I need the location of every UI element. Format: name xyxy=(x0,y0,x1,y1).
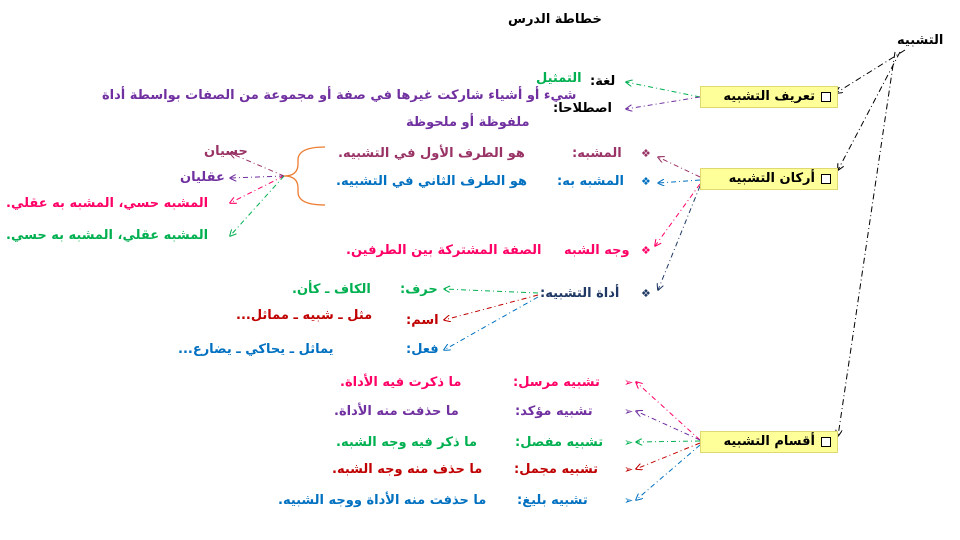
wajh-value: الصفة المشتركة بين الطرفين. xyxy=(346,243,542,258)
mushabbah-value: هو الطرف الأول في التشبيه. xyxy=(338,146,525,161)
link-adat-harf xyxy=(444,289,538,293)
type-2: عقليان xyxy=(180,170,225,185)
link-divisions-mufassal xyxy=(636,441,700,442)
lugha-label: لغة: xyxy=(590,74,616,89)
arrow-bullet-icon: ➢ xyxy=(624,463,634,476)
division-1-value: ما ذكرت فيه الأداة. xyxy=(340,375,462,390)
diagram-title: خطاطة الدرس xyxy=(508,12,602,27)
mushabbah-label: المشبه: xyxy=(572,146,622,161)
link-pillars-adat xyxy=(658,186,700,290)
diamond-bullet-icon: ❖ xyxy=(641,244,651,257)
divisions-node xyxy=(700,431,838,453)
link-brace-type3 xyxy=(230,176,284,203)
arrow-bullet-icon: ➢ xyxy=(624,494,634,507)
definition-node-label: تعريف التشبيه xyxy=(723,89,815,104)
root-label: التشبيه xyxy=(897,33,944,48)
link-adat-ism xyxy=(444,295,538,320)
adat-harf-value: الكاف ـ كأن. xyxy=(292,282,371,297)
adat-fil-value: يماثل ـ يحاكي ـ يضارع... xyxy=(178,342,334,357)
link-root-divisions xyxy=(838,52,895,436)
arrow-bullet-icon: ➢ xyxy=(624,376,634,389)
diamond-bullet-icon: ❖ xyxy=(641,147,651,160)
link-root-pillars xyxy=(838,52,900,170)
link-divisions-mursal xyxy=(636,382,700,440)
divisions-node-label: أقسام التشبيه xyxy=(723,434,815,449)
diamond-bullet-icon: ❖ xyxy=(641,287,651,300)
adat-ism-label: اسم: xyxy=(406,313,439,328)
checkbox-icon xyxy=(821,92,831,102)
arrow-bullet-icon: ➢ xyxy=(624,405,634,418)
link-divisions-muakkad xyxy=(636,411,700,440)
adat-label: أداة التشبيه: xyxy=(540,286,620,301)
lugha-value: التمثيل xyxy=(536,71,582,86)
division-5-label: تشبيه بليغ: xyxy=(517,493,588,508)
division-3-value: ما ذكر فيه وجه الشبه. xyxy=(336,435,478,450)
adat-ism-value: مثل ـ شبيه ـ مماثل... xyxy=(236,308,373,323)
link-brace-type2 xyxy=(230,176,284,178)
definition-node xyxy=(700,86,838,108)
type-1: حسيان xyxy=(204,144,248,159)
link-pillars-wajh xyxy=(655,184,700,246)
diamond-bullet-icon: ❖ xyxy=(641,175,651,188)
type-3: المشبه حسي، المشبه به عقلي. xyxy=(6,196,209,211)
checkbox-icon xyxy=(821,437,831,447)
division-5-value: ما حذفت منه الأداة ووجه الشبيه. xyxy=(278,493,487,508)
link-pillars-mushabbah-bih xyxy=(658,180,700,183)
link-definition-istilah xyxy=(626,97,700,109)
mushabbah-bih-label: المشبه به: xyxy=(557,174,624,189)
adat-harf-label: حرف: xyxy=(400,282,438,297)
link-divisions-mujmal xyxy=(636,443,700,469)
link-definition-lugha xyxy=(626,82,700,97)
link-divisions-baligh xyxy=(636,445,700,500)
checkbox-icon xyxy=(821,174,831,184)
link-pillars-mushabbah xyxy=(658,157,700,177)
type-4: المشبه عقلي، المشبه به حسي. xyxy=(6,228,209,243)
link-adat-fil xyxy=(444,297,538,350)
pillars-node xyxy=(700,168,838,190)
mushabbah-bih-value: هو الطرف الثاني في التشبيه. xyxy=(336,174,527,189)
division-4-label: تشبيه مجمل: xyxy=(514,462,599,477)
division-4-value: ما حذف منه وجه الشبه. xyxy=(332,462,483,477)
link-brace-type4 xyxy=(230,176,284,236)
division-1-label: تشبيه مرسل: xyxy=(513,375,600,390)
adat-fil-label: فعل: xyxy=(406,342,439,357)
division-2-label: تشبيه مؤكد: xyxy=(515,404,593,419)
division-2-value: ما حذفت منه الأداة. xyxy=(334,404,459,419)
wajh-label: وجه الشبه xyxy=(564,243,630,258)
types-brace xyxy=(284,147,325,205)
arrow-bullet-icon: ➢ xyxy=(624,436,634,449)
pillars-node-label: أركان التشبيه xyxy=(728,171,815,186)
istilah-label: اصطلاحا: xyxy=(553,101,613,116)
istilah-line-1: شيء أو أشياء شاركت غيرها في صفة أو مجموعة من الصفات بواسطة أداة xyxy=(102,88,577,103)
istilah-line-2: ملفوظة أو ملحوظة xyxy=(406,115,530,130)
division-3-label: تشبيه مفصل: xyxy=(515,435,604,450)
